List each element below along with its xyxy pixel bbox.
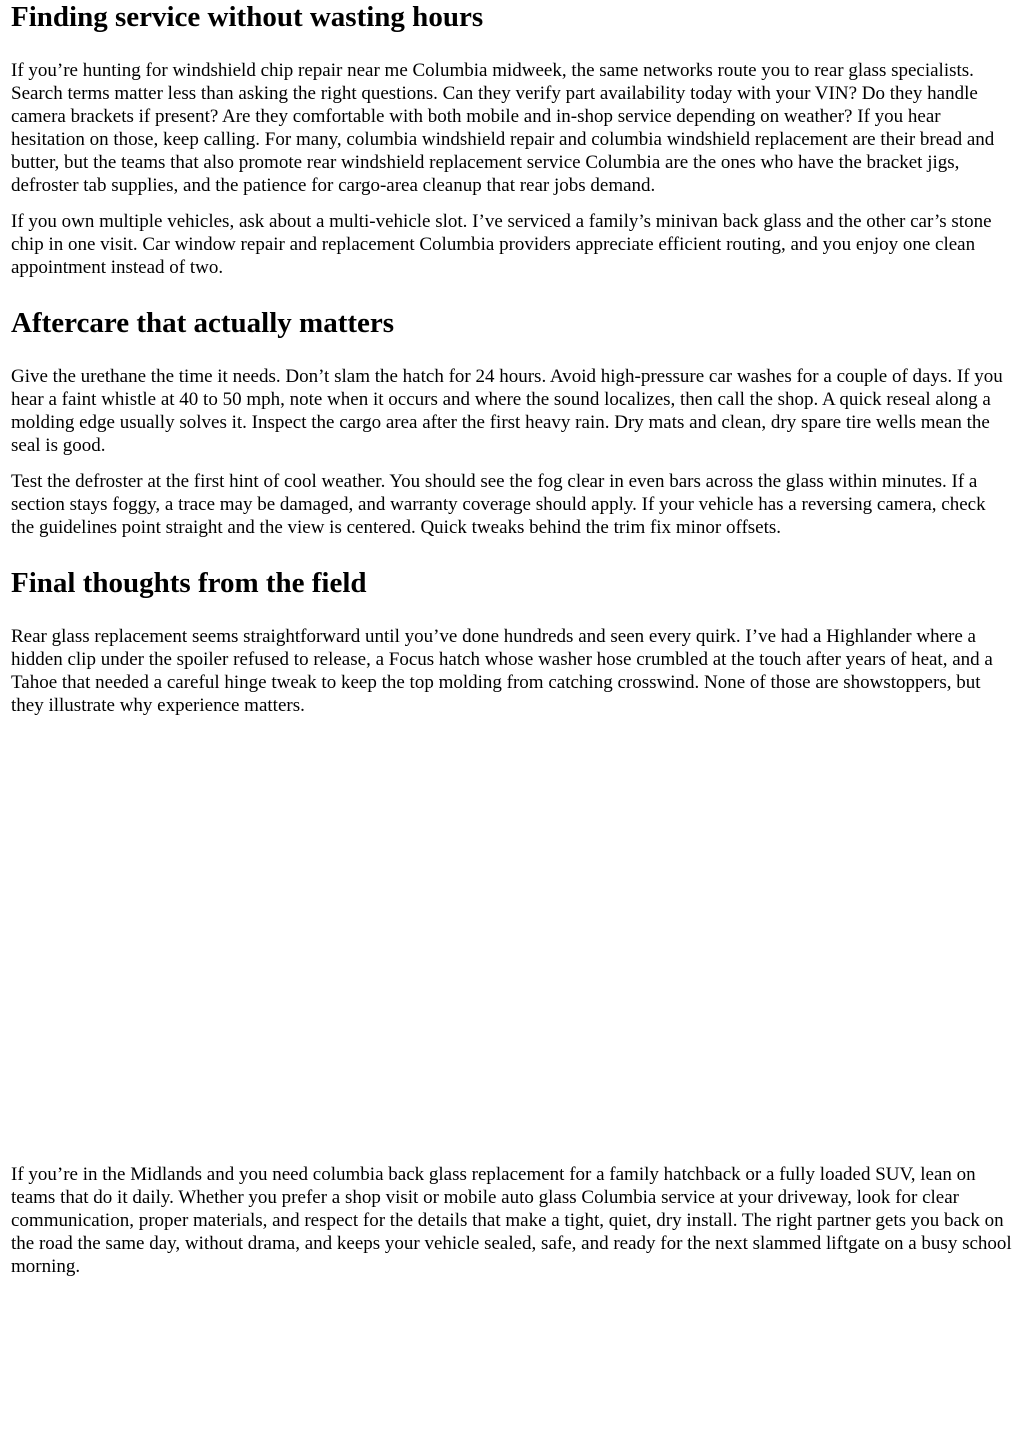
- paragraph-aftercare-1: Give the urethane the time it needs. Don’t slam the hatch for 24 hours. Avoid high-pressure car washes for a couple of days. If you hear a faint whistle at 40 to 50 mph, note when it occurs and where the sound localizes, then call the shop. A quick reseal along a molding edge usually solves it. Inspect the cargo area after the first heavy rain. Dry mats and clean, dry spare tire wells mean the seal is good.: [11, 366, 1003, 456]
- paragraph-final-thoughts-2: If you’re in the Midlands and you need columbia back glass replacement for a family hatchback or a fully loaded SUV, lean on teams that do it daily. Whether you prefer a shop visit or mobile auto glass Columbia service at your driveway, look for clear communication, proper materials, and respect for the details that make a tight, quiet, dry install. The right partner gets you back on the road the same day, without drama, and keeps your vehicle sealed, safe, and ready for the next slammed liftgate on a busy school morning.: [11, 1164, 1012, 1277]
- section-heading-final-thoughts: Final thoughts from the field: [11, 567, 367, 599]
- section-heading-finding-service: Finding service without wasting hours: [11, 1, 484, 33]
- paragraph-finding-service-1: If you’re hunting for windshield chip repair near me Columbia midweek, the same networks route you to rear glass specialists. Search terms matter less than asking the right questions. Can they verify part availability today with your VIN? Do they handle camera brackets if present? Are they comfortable with both mobile and in-shop service depending on weather? If you hear hesitation on those, keep calling. For many, columbia windshield repair and columbia windshield replacement are their bread and butter, but the teams that also promote rear windshield replacement service Columbia are the ones who have the bracket jigs, defroster tab supplies, and the patience for cargo-area cleanup that rear jobs demand.: [11, 60, 995, 196]
- section-heading-aftercare: Aftercare that actually matters: [11, 307, 395, 339]
- paragraph-final-thoughts-1: Rear glass replacement seems straightforward until you’ve done hundreds and seen every quirk. I’ve had a Highlander where a hidden clip under the spoiler refused to release, a Focus hatch whose washer hose crumbled at the touch after years of heat, and a Tahoe that needed a careful hinge tweak to keep the top molding from catching crosswind. None of those are showstoppers, but they illustrate why experience matters.: [11, 626, 993, 716]
- paragraph-finding-service-2: If you own multiple vehicles, ask about a multi-vehicle slot. I’ve serviced a family’s minivan back glass and the other car’s stone chip in one visit. Car window repair and replacement Columbia providers appreciate efficient routing, and you enjoy one clean appointment instead of two.: [11, 211, 992, 278]
- blank-content-area: [11, 717, 1013, 1163]
- paragraph-aftercare-2: Test the defroster at the first hint of cool weather. You should see the fog clear in even bars across the glass within minutes. If a section stays foggy, a trace may be damaged, and warranty coverage should apply. If your vehicle has a reversing camera, check the guidelines point straight and the view is centered. Quick tweaks behind the trim fix minor offsets.: [11, 471, 986, 538]
